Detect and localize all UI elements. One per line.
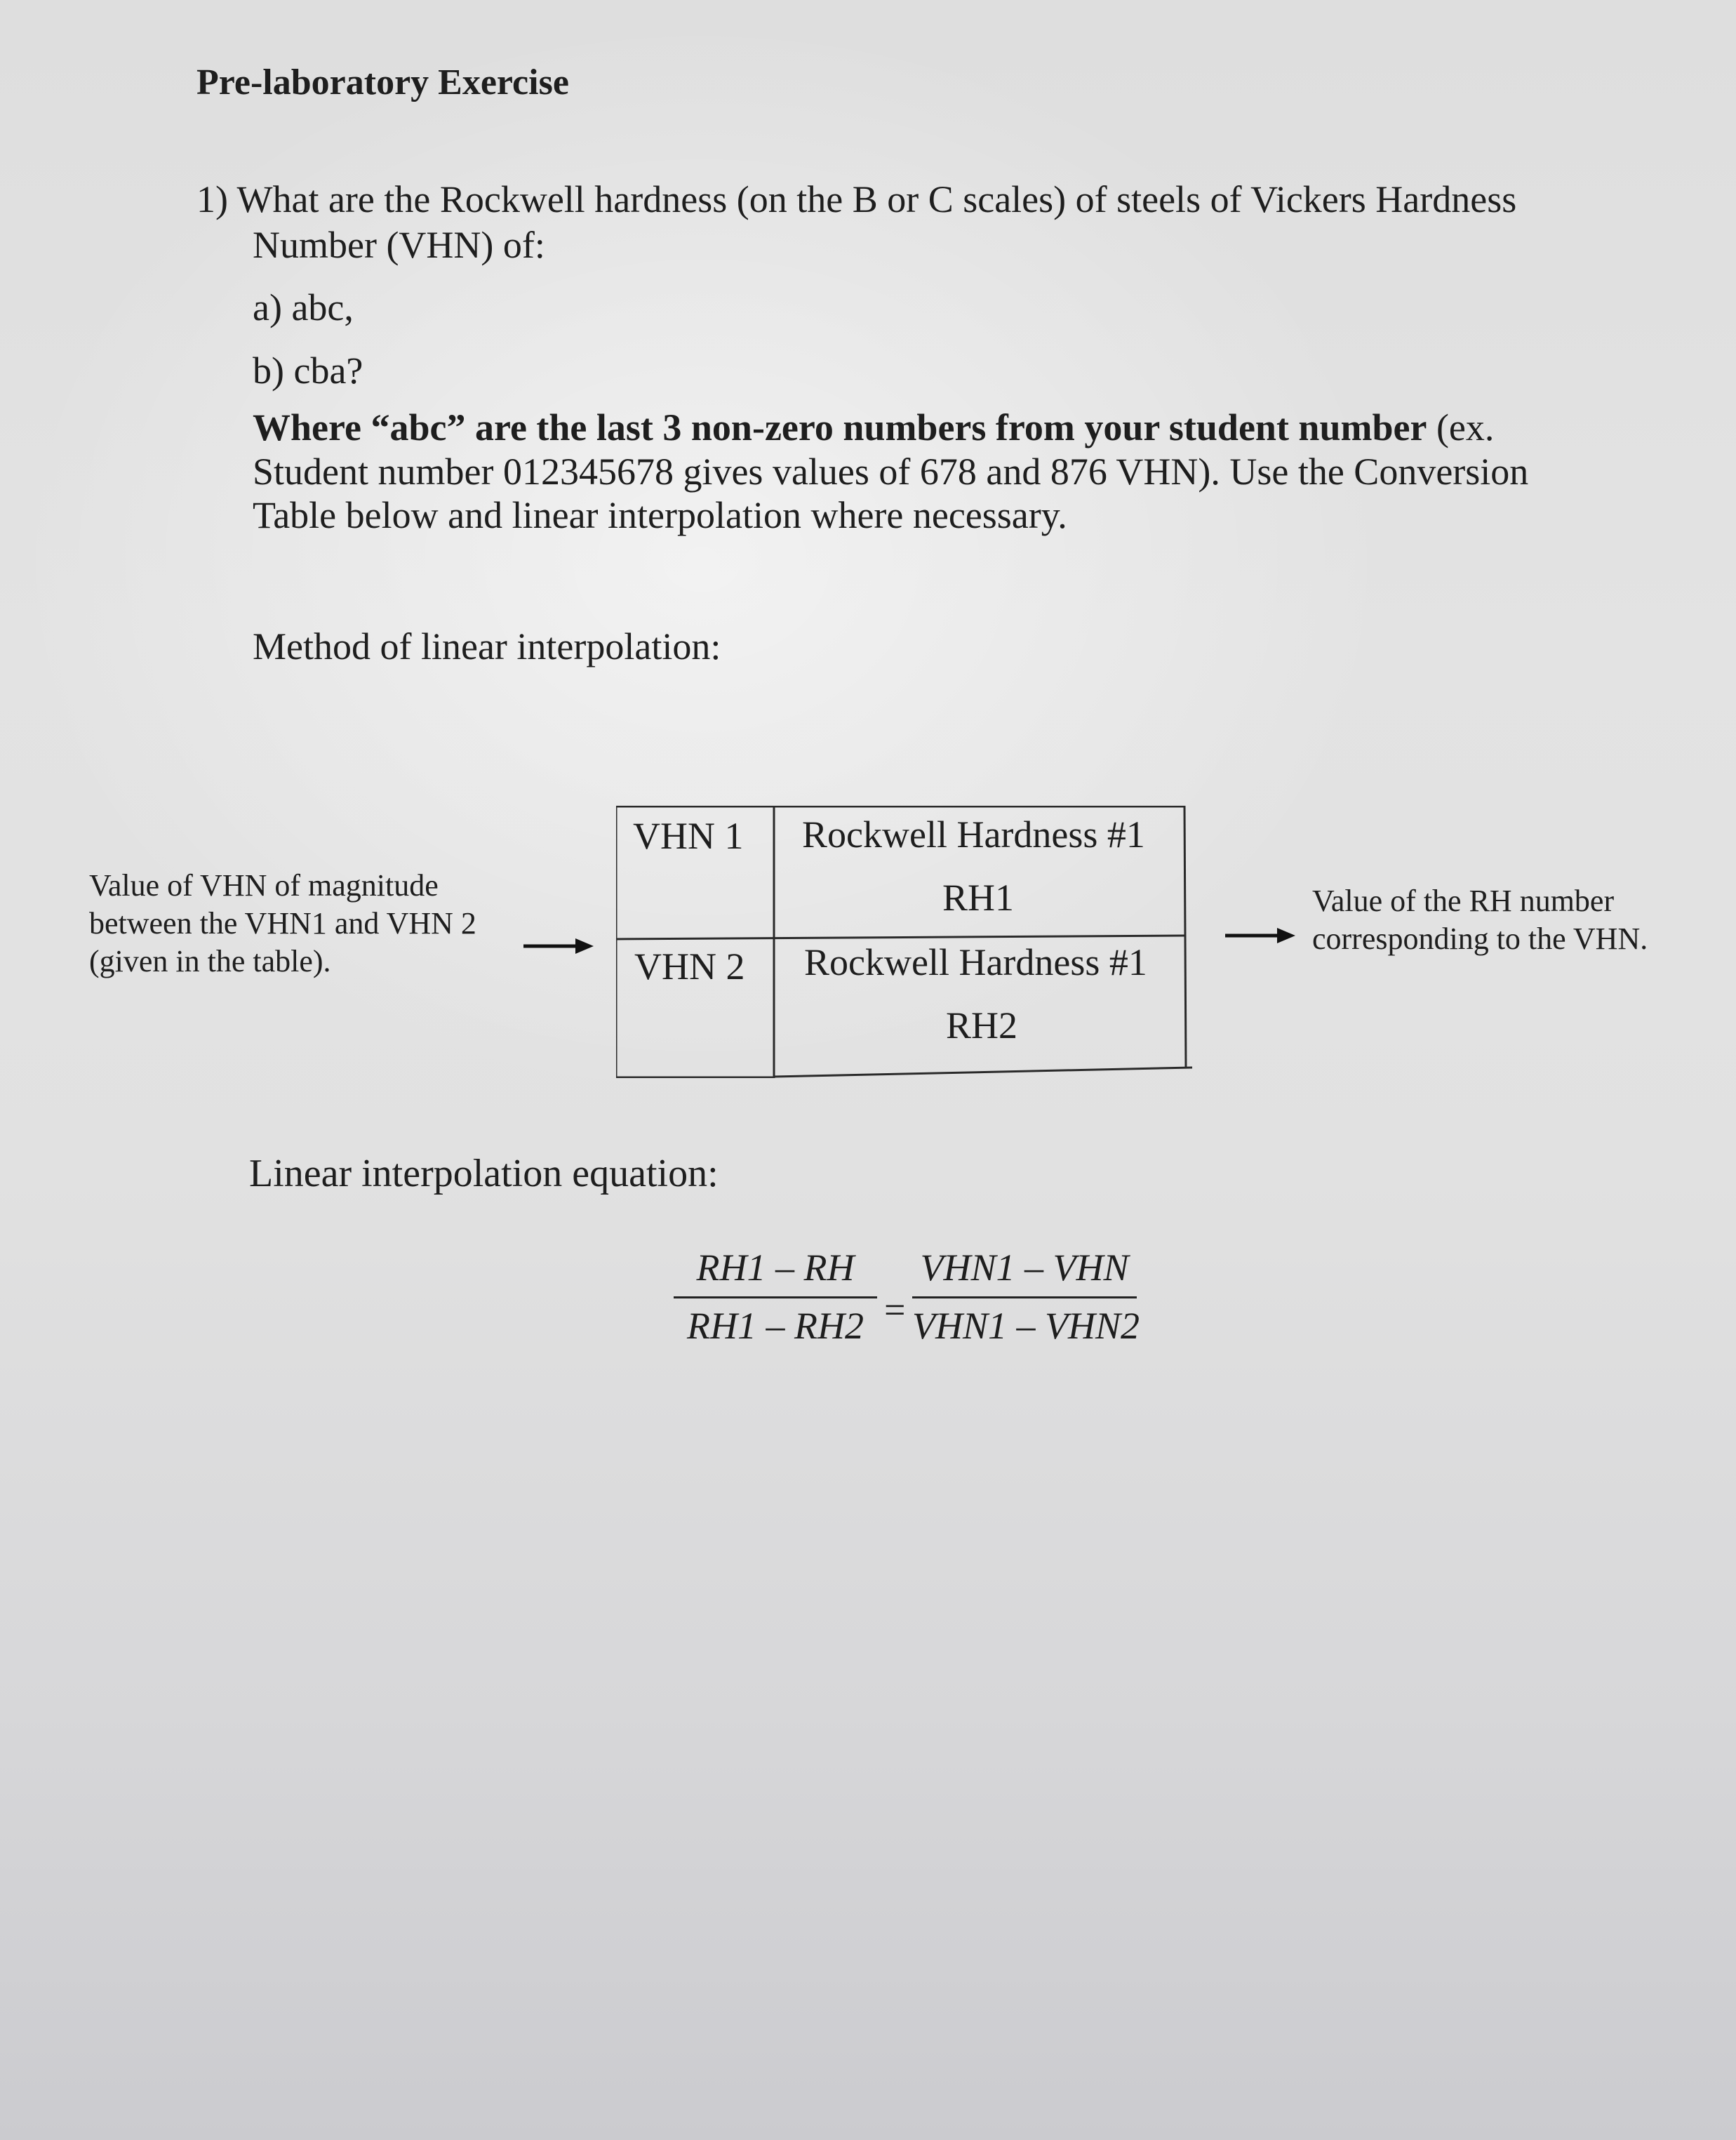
instruction-line-3: Table below and linear interpolation where necessary. xyxy=(253,494,1067,536)
method-heading: Method of linear interpolation: xyxy=(253,625,721,667)
right-denominator: VHN1 – VHN2 xyxy=(912,1305,1140,1347)
question-item-b: b) cba? xyxy=(253,350,363,392)
instruction-line-1 xyxy=(253,406,1494,449)
right-description-line-2: corresponding to the VHN. xyxy=(1312,922,1648,956)
page-title: Pre-laboratory Exercise xyxy=(196,62,569,102)
right-fraction xyxy=(912,1246,1140,1348)
instruction-line-1-rest: (ex. xyxy=(1427,406,1495,448)
right-numerator: VHN1 – VHN xyxy=(920,1247,1129,1289)
right-description-line-1: Value of the RH number xyxy=(1312,884,1615,918)
left-numerator: RH1 – RH xyxy=(696,1247,855,1289)
instruction-bold-text: Where “abc” are the last 3 non-zero numbers from your student number xyxy=(253,406,1427,448)
question-line-1: 1) What are the Rockwell hardness (on the B or C scales) of steels of Vickers Hardness xyxy=(196,178,1517,220)
left-fraction xyxy=(674,1246,877,1348)
interpolation-equation xyxy=(674,1246,1179,1372)
arrow-right-icon xyxy=(523,936,594,957)
table-cell-vhn1: VHN 1 xyxy=(633,815,744,857)
table-cell-rh1-label: Rockwell Hardness #1 xyxy=(802,813,1145,856)
left-denominator: RH1 – RH2 xyxy=(687,1305,864,1347)
instruction-line-2: Student number 012345678 gives values of 678 and 876 VHN). Use the Conversion xyxy=(253,451,1529,493)
question-item-a: a) abc, xyxy=(253,286,354,328)
equation-heading: Linear interpolation equation: xyxy=(249,1152,719,1195)
interpolation-table xyxy=(616,806,1193,1078)
left-description-line-3: (given in the table). xyxy=(89,944,331,978)
left-fraction-bar xyxy=(674,1296,877,1298)
table-cell-vhn2: VHN 2 xyxy=(634,945,745,988)
question-line-2: Number (VHN) of: xyxy=(253,224,545,266)
equals-sign: = xyxy=(884,1289,906,1331)
left-description-line-2: between the VHN1 and VHN 2 xyxy=(89,906,476,941)
arrow-right-icon xyxy=(1225,925,1295,946)
left-description-line-1: Value of VHN of magnitude xyxy=(89,868,439,903)
table-cell-rh2: RH2 xyxy=(946,1004,1018,1046)
table-cell-rh1: RH1 xyxy=(942,877,1015,919)
table-cell-rh2-label: Rockwell Hardness #1 xyxy=(804,941,1147,983)
right-fraction-bar xyxy=(912,1296,1137,1298)
